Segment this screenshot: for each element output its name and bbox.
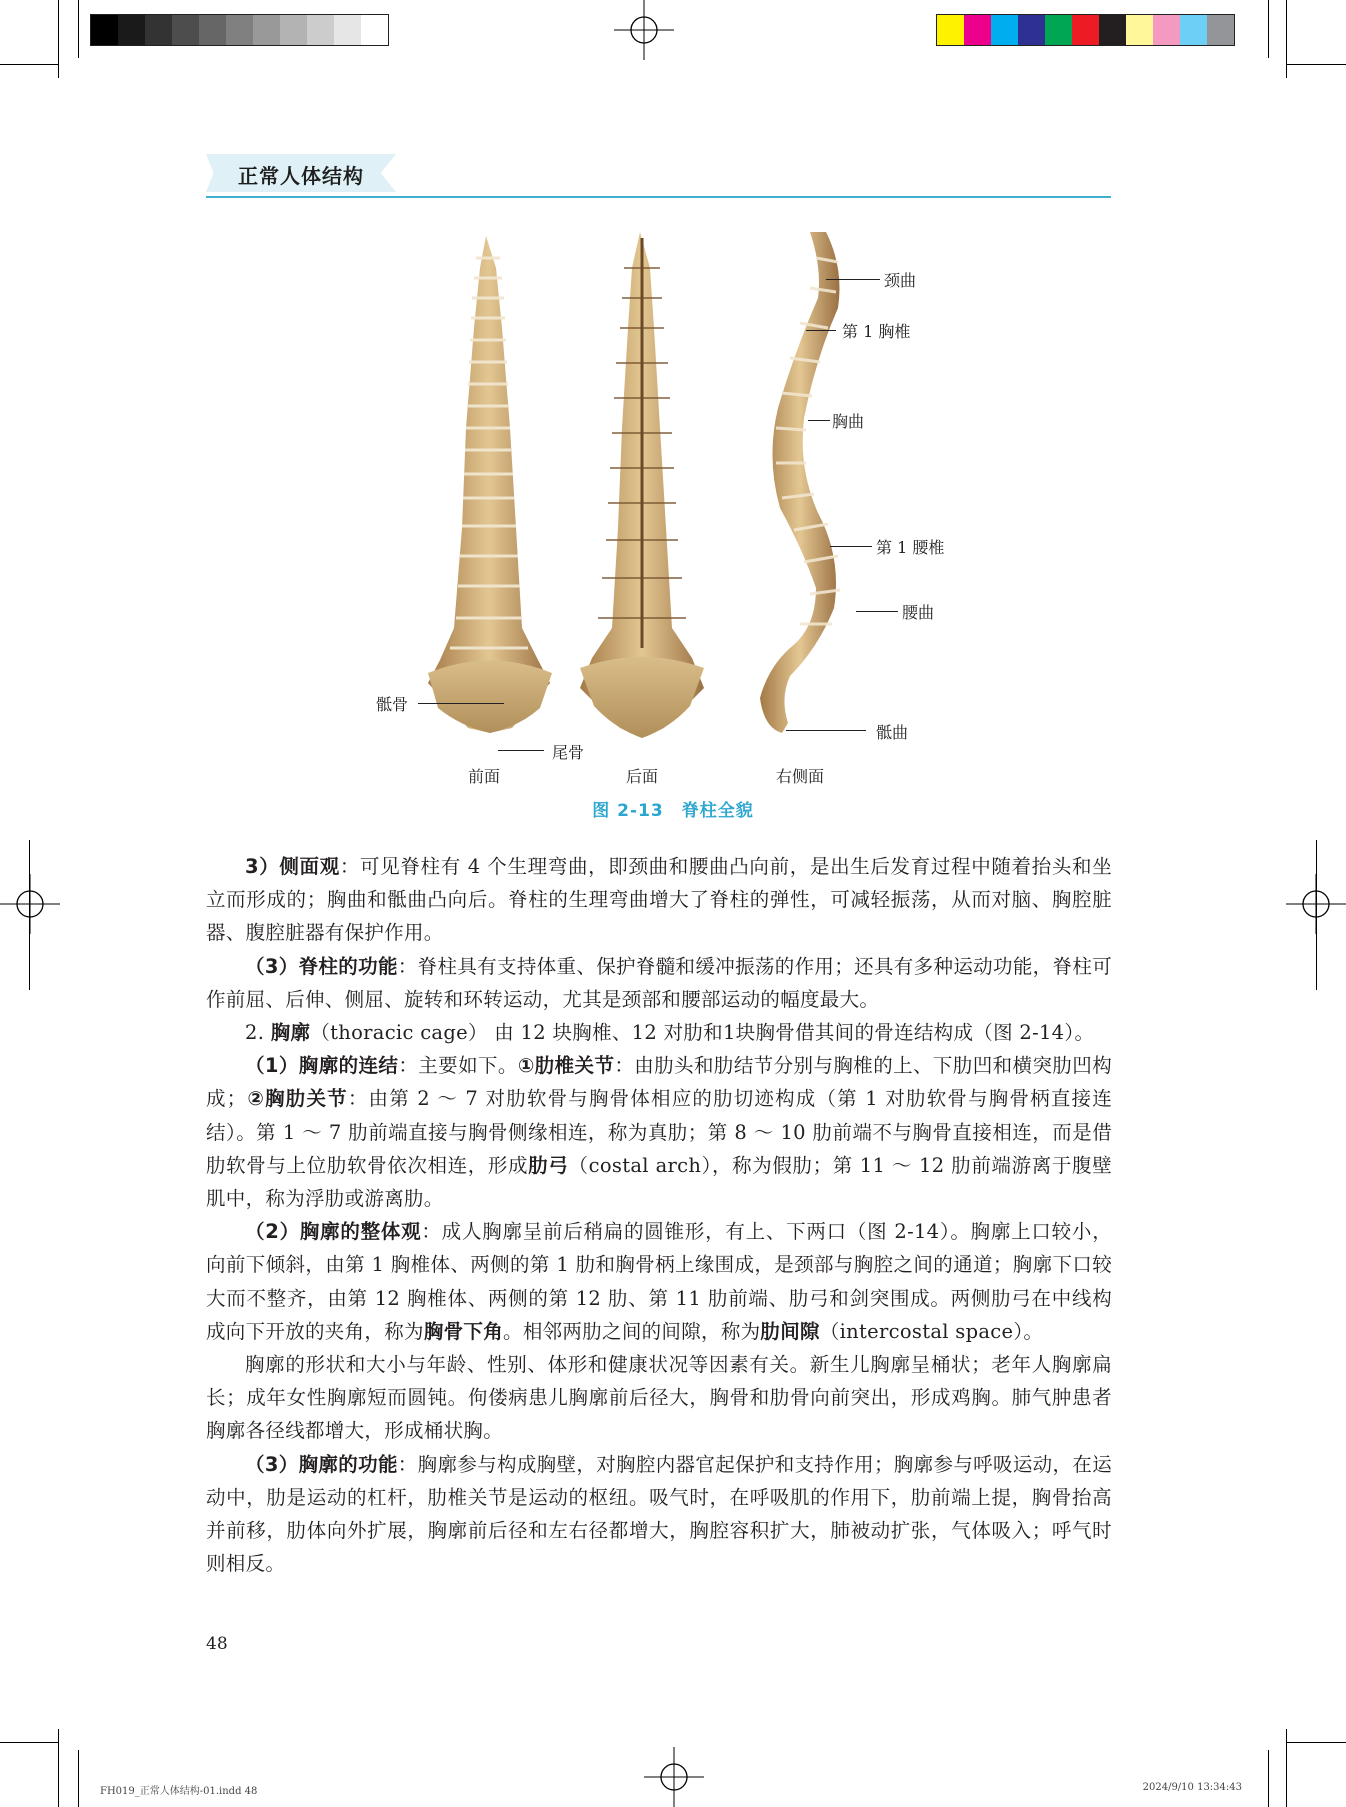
paragraph-thorax xyxy=(206,1016,1112,1049)
heading-thorax-joints: （1）胸廓的连结 xyxy=(245,1054,399,1078)
gray-swatch-9 xyxy=(334,15,361,45)
registration-mark-top-icon xyxy=(614,0,674,60)
heading-thorax-overall: （2）胸廓的整体观 xyxy=(245,1220,422,1244)
gray-swatch-8 xyxy=(307,15,334,45)
text-thorax-function: ：胸廓参与构成胸壁，对胸腔内器官起保护和支持作用；胸廓参与呼吸运动，在运动中，肋是运动的杠杆，肋椎关节是运动的枢纽。吸气时，在呼吸肌的作用下，肋前端上提，胸骨抬高并前移，肋体向外扩展，胸廓前后径和左右径都增大，胸腔容积扩大，肺被动扩张，气体吸入；呼气时则相反。 xyxy=(206,1452,1112,1576)
text-overall-3: （intercostal space）。 xyxy=(819,1319,1044,1343)
color-swatch-8 xyxy=(1153,15,1180,45)
text-overall-1: ：成人胸廓呈前后稍扁的圆锥形，有上、下两口（图 2-14）。胸廓上口较小，向前下倾斜，由第 1 胸椎体、两侧的第 1 肋和胸骨柄上缘围成，是颈部与胸腔之间的通道；胸廓下口较大而不整齐，由第 12 胸椎体、两侧的第 12 肋、第 11 肋前端、肋弓和剑突围成。两侧肋弓在中线构成向下开放的夹角，称为 xyxy=(206,1220,1112,1343)
paragraph-spine-function xyxy=(206,950,1112,1016)
body-text xyxy=(206,850,1112,1580)
term-sternocostal: ②胸肋关节 xyxy=(246,1087,348,1111)
leader-sacrum xyxy=(418,703,504,704)
text-lateral-view: ：可见脊柱有 4 个生理弯曲，即颈曲和腰曲凸向前，是出生后发育过程中随着抬头和坐立而形成的；胸曲和骶曲凸向后。脊柱的生理弯曲增大了脊柱的弹性，可减轻振荡，从而对脑、胸腔脏器、腹腔脏器有保护作用。 xyxy=(206,855,1112,945)
color-swatch-7 xyxy=(1126,15,1153,45)
term-costovertebral: ①肋椎关节 xyxy=(517,1054,615,1078)
label-first-lumbar: 第 1 腰椎 xyxy=(876,538,945,557)
label-sacrum: 骶骨 xyxy=(376,695,409,714)
gray-swatch-5 xyxy=(226,15,253,45)
paragraph-thorax-shape: 胸廓的形状和大小与年龄、性别、体形和健康状况等因素有关。新生儿胸廓呈桶状；老年人胸廓扁长；成年女性胸廓短而圆钝。佝偻病患儿胸廓前后径大，胸骨和肋骨向前突出，形成鸡胸。肺气肿患者胸廓各径线都增大，形成桶状胸。 xyxy=(206,1353,1112,1443)
label-first-thoracic: 第 1 胸椎 xyxy=(842,322,911,341)
gray-swatch-0 xyxy=(91,15,118,45)
text-joints-2: ：由肋头和肋结节分别与胸椎的上、下肋凹和横突肋凹构成； xyxy=(206,1054,1112,1111)
section-number: 2. xyxy=(245,1021,271,1045)
view-label-back: 后面 xyxy=(626,767,659,786)
registration-mark-left-line xyxy=(29,840,30,990)
heading-thorax: 胸廓 xyxy=(270,1021,311,1045)
color-swatch-9 xyxy=(1180,15,1207,45)
gray-swatch-3 xyxy=(172,15,199,45)
spine-front-view-icon xyxy=(428,236,552,733)
spine-side-view-icon xyxy=(760,232,840,733)
paragraph-thorax-function xyxy=(206,1448,1112,1581)
text-joints-4: （costal arch），称为假肋；第 11 ～ 12 肋前端游离于腹壁肌中，称为浮肋或游离肋。 xyxy=(206,1153,1112,1211)
gray-swatch-2 xyxy=(145,15,172,45)
color-calibration-bar xyxy=(936,14,1235,46)
paragraph-thorax-overall xyxy=(206,1215,1112,1348)
label-coccyx: 尾骨 xyxy=(552,743,585,762)
color-swatch-1 xyxy=(964,15,991,45)
paragraph-thorax-joints xyxy=(206,1049,1112,1215)
registration-mark-left-icon xyxy=(0,874,60,934)
color-swatch-10 xyxy=(1207,15,1234,45)
term-infrasternal-angle: 胸骨下角 xyxy=(423,1319,504,1343)
heading-lateral-view: 3）侧面观 xyxy=(245,855,340,878)
gray-swatch-1 xyxy=(118,15,145,45)
color-swatch-4 xyxy=(1045,15,1072,45)
leader-first-thoracic xyxy=(806,330,836,331)
term-costal-arch: 肋弓 xyxy=(528,1153,569,1177)
color-swatch-6 xyxy=(1099,15,1126,45)
label-lumbar-curve: 腰曲 xyxy=(902,603,935,622)
leader-cervical-curve xyxy=(826,279,880,280)
leader-lumbar-curve xyxy=(856,611,898,612)
label-cervical-curve: 颈曲 xyxy=(884,271,917,290)
leader-coccyx xyxy=(498,750,544,751)
leader-thoracic-curve xyxy=(808,420,830,421)
page-number: 48 xyxy=(206,1634,228,1654)
header-rule xyxy=(206,196,1111,198)
gray-swatch-4 xyxy=(199,15,226,45)
registration-mark-right-line xyxy=(1316,840,1317,990)
text-joints-3: ：由第 2 ～ 7 对肋软骨与胸骨体相应的肋切迹构成（第 1 对肋软骨与胸骨柄直接连结）。第 1 ～ 7 肋前端直接与胸骨侧缘相连，称为真肋；第 8 ～ 10 肋前端不与胸骨直接相连，而是借肋软骨与上位肋软骨依次相连，形成 xyxy=(206,1087,1112,1177)
paragraph-lateral-view xyxy=(206,850,1112,950)
view-label-front: 前面 xyxy=(468,767,501,786)
heading-spine-function: （3）脊柱的功能 xyxy=(245,954,398,978)
spine-illustration xyxy=(370,228,890,748)
text-thorax: （thoracic cage） 由 12 块胸椎、12 对肋和1块胸骨借其间的骨连结构成（图 2-14）。 xyxy=(310,1021,1095,1045)
label-thoracic-curve: 胸曲 xyxy=(832,412,865,431)
color-swatch-0 xyxy=(937,15,964,45)
header-title: 正常人体结构 xyxy=(238,164,364,188)
gray-swatch-6 xyxy=(253,15,280,45)
text-spine-function: ：脊柱具有支持体重、保护脊髓和缓冲振荡的作用；还具有多种运动功能，脊柱可作前屈、后伸、侧屈、旋转和环转运动，尤其是颈部和腰部运动的幅度最大。 xyxy=(206,954,1112,1011)
leader-first-lumbar xyxy=(830,546,872,547)
heading-thorax-function: （3）胸廓的功能 xyxy=(245,1452,398,1476)
color-swatch-3 xyxy=(1018,15,1045,45)
label-sacral-curve: 骶曲 xyxy=(876,723,909,742)
color-swatch-5 xyxy=(1072,15,1099,45)
spine-back-view-icon xyxy=(580,232,704,738)
grayscale-calibration-bar xyxy=(90,14,389,46)
term-intercostal-space: 肋间隙 xyxy=(760,1319,820,1343)
footer-file-info: FH019_正常人体结构-01.indd 48 xyxy=(100,1786,258,1797)
registration-mark-bottom-icon xyxy=(644,1747,704,1807)
leader-sacral-curve xyxy=(786,730,866,731)
color-swatch-2 xyxy=(991,15,1018,45)
gray-swatch-10 xyxy=(361,15,388,45)
footer-timestamp: 2024/9/10 13:34:43 xyxy=(1142,1782,1242,1793)
gray-swatch-7 xyxy=(280,15,307,45)
view-label-right: 右侧面 xyxy=(776,767,825,786)
figure-caption: 图 2-13 脊柱全貌 xyxy=(592,801,754,821)
text-joints-1: ：主要如下。 xyxy=(398,1054,518,1078)
text-overall-2: 。相邻两肋之间的间隙，称为 xyxy=(503,1319,761,1343)
